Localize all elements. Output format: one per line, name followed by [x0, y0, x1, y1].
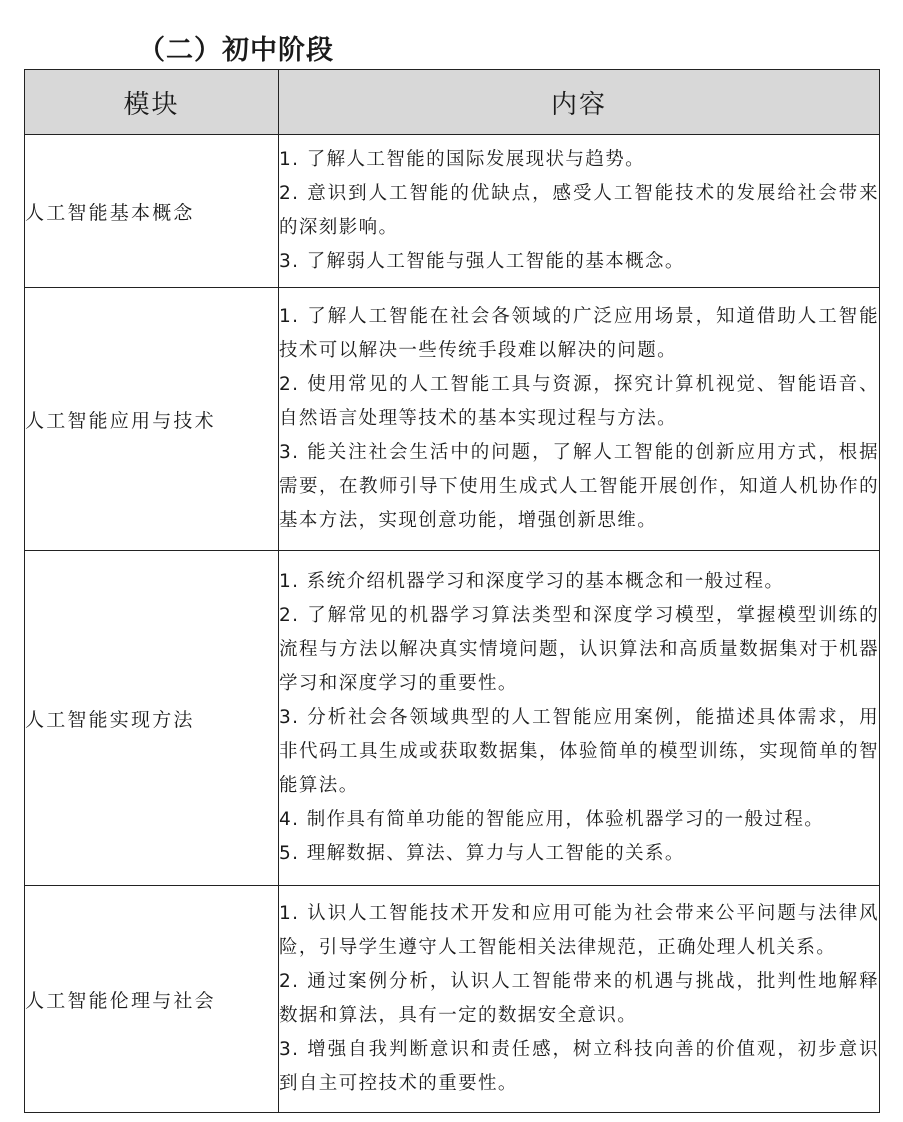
content-item: 1. 系统介绍机器学习和深度学习的基本概念和一般过程。 [279, 571, 785, 592]
table-header-row [25, 70, 880, 135]
module-name: 人工智能伦理与社会 [25, 886, 279, 1113]
content-item: 3. 分析社会各领域典型的人工智能应用案例，能描述具体需求，用非代码工具生成或获取数据集，体验简单的模型训练，实现简单的智能算法。 [279, 707, 879, 796]
content-item: 4. 制作具有简单功能的智能应用，体验机器学习的一般过程。 [279, 809, 825, 830]
module-name: 人工智能基本概念 [25, 135, 279, 288]
content-cell [279, 135, 880, 288]
table-row [25, 551, 880, 886]
content-item: 1. 了解人工智能的国际发展现状与趋势。 [279, 149, 646, 170]
content-item: 5. 理解数据、算法、算力与人工智能的关系。 [279, 843, 685, 864]
header-content: 内容 [279, 70, 880, 135]
table-row [25, 288, 880, 551]
curriculum-table [24, 69, 880, 1113]
content-cell [279, 288, 880, 551]
content-item: 1. 了解人工智能在社会各领域的广泛应用场景，知道借助人工智能技术可以解决一些传统手段难以解决的问题。 [279, 306, 879, 361]
content-item: 1. 认识人工智能技术开发和应用可能为社会带来公平问题与法律风险，引导学生遵守人工智能相关法律规范，正确处理人机关系。 [279, 903, 879, 958]
module-name: 人工智能应用与技术 [25, 288, 279, 551]
module-name: 人工智能实现方法 [25, 551, 279, 886]
content-item: 3. 增强自我判断意识和责任感，树立科技向善的价值观，初步意识到自主可控技术的重要性。 [279, 1039, 879, 1094]
content-item: 2. 使用常见的人工智能工具与资源，探究计算机视觉、智能语音、自然语言处理等技术的基本实现过程与方法。 [279, 374, 879, 429]
content-item: 2. 了解常见的机器学习算法类型和深度学习模型，掌握模型训练的流程与方法以解决真实情境问题，认识算法和高质量数据集对于机器学习和深度学习的重要性。 [279, 605, 879, 694]
table-row [25, 135, 880, 288]
section-title: （二）初中阶段 [138, 35, 334, 66]
content-item: 3. 能关注社会生活中的问题，了解人工智能的创新应用方式，根据需要，在教师引导下使用生成式人工智能开展创作，知道人机协作的基本方法，实现创意功能，增强创新思维。 [279, 442, 879, 531]
content-cell [279, 886, 880, 1113]
content-item: 2. 意识到人工智能的优缺点，感受人工智能技术的发展给社会带来的深刻影响。 [279, 183, 879, 238]
content-item: 3. 了解弱人工智能与强人工智能的基本概念。 [279, 251, 685, 272]
table-row [25, 886, 880, 1113]
content-item: 2. 通过案例分析，认识人工智能带来的机遇与挑战，批判性地解释数据和算法，具有一定的数据安全意识。 [279, 971, 879, 1026]
content-cell [279, 551, 880, 886]
header-module: 模块 [25, 70, 279, 135]
